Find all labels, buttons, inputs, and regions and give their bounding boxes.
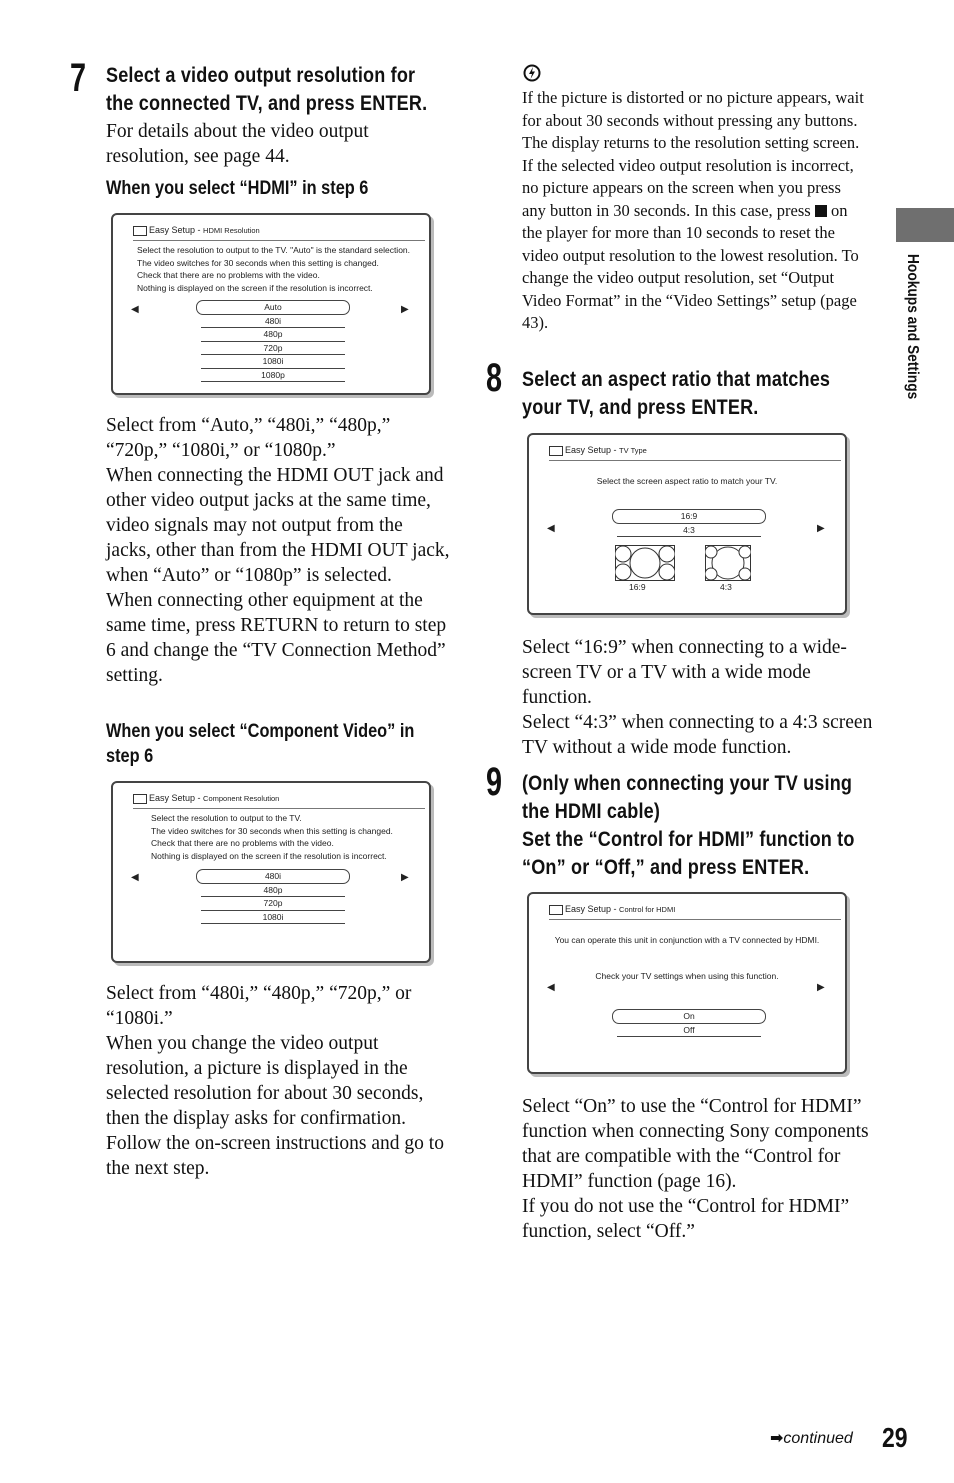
option-720p[interactable]: 720p	[201, 342, 345, 356]
step-8-text-2: Select “4:3” when connecting to a 4:3 screen TV without a wide mode function.	[522, 712, 873, 758]
screen-instruction: Select the screen aspect ratio to match your TV.	[596, 476, 778, 486]
wide-screen-label: 16:9	[629, 582, 646, 592]
option-1080i[interactable]: 1080i	[201, 355, 345, 369]
section-tab-marker	[896, 208, 954, 242]
option-1080p[interactable]: 1080p	[201, 369, 345, 383]
component-note: When you change the video output resolution, a picture is displayed in the selected resolution for about 30 seconds, then the display asks for confirmation. Follow the on-screen instructions and go to the next step.	[106, 1033, 444, 1179]
easy-setup-icon	[549, 446, 563, 456]
hdmi-note-1: When connecting the HDMI OUT jack and other video output jacks at the same time, video signals may not output from the jacks, other than from the HDMI OUT jack, when “Auto” or “1080p” is selected.	[106, 465, 450, 586]
screen-line: The video switches for 30 seconds when this setting is changed.	[151, 825, 393, 836]
screen-title-sub: TV Type	[619, 446, 647, 455]
screen-divider	[133, 240, 425, 241]
screen-divider	[549, 460, 841, 461]
tv-type-screen	[527, 433, 847, 615]
left-arrow-icon[interactable]: ◀	[131, 872, 139, 883]
component-text: Select from “480i,” “480p,” “720p,” or “1080i.”	[106, 983, 412, 1029]
continued-indicator	[770, 1428, 853, 1448]
screen-title	[549, 904, 675, 915]
screen-title-text: Easy Setup -	[149, 225, 201, 235]
step-9-heading	[522, 770, 855, 882]
easy-setup-icon	[549, 905, 563, 915]
option-off[interactable]: Off	[617, 1024, 761, 1038]
tip-p2-after: on the player for more than 10 seconds to reset the video output resolution to the lowest resolution. To change the video output resolution, set “Output Video Format” in the “Video Settings” setup (page 43).	[522, 200, 859, 332]
screen-line: Nothing is displayed on the screen if the resolution is incorrect.	[151, 850, 387, 861]
step-8-number: 8	[486, 356, 503, 400]
option-480p[interactable]: 480p	[201, 328, 345, 342]
left-arrow-icon[interactable]: ◀	[131, 304, 139, 315]
option-on[interactable]: On	[612, 1009, 766, 1024]
option-720p[interactable]: 720p	[201, 897, 345, 911]
right-arrow-icon[interactable]: ▶	[817, 982, 825, 993]
screen-line: Select the resolution to output to the TV. "Auto" is the standard selection.	[137, 245, 411, 255]
screen-line: The video switches for 30 seconds when this setting is changed.	[137, 257, 379, 268]
component-subhead-line2: step 6	[106, 746, 154, 767]
step-8-heading	[522, 366, 830, 422]
screen-title	[133, 225, 260, 236]
tip-icon	[523, 64, 541, 82]
step-7-number: 7	[70, 56, 87, 100]
step-8-description	[522, 635, 874, 760]
step-8-heading-line2: your TV, and press ENTER.	[522, 396, 759, 419]
step-9-text-2: If you do not use the “Control for HDMI” function, select “Off.”	[522, 1196, 850, 1242]
option-1080i[interactable]: 1080i	[201, 911, 345, 925]
step-8-heading-line1: Select an aspect ratio that matches	[522, 368, 831, 391]
step-8-text-1: Select “16:9” when connecting to a wide-screen TV or a TV with a wide mode function.	[522, 637, 847, 708]
screen-title-text: Easy Setup -	[565, 445, 617, 455]
stop-icon	[815, 205, 827, 217]
step-7-intro: For details about the video output resolution, see page 44.	[106, 121, 369, 167]
resolution-options	[193, 300, 353, 382]
component-resolution-screen	[111, 781, 431, 963]
screen-title	[133, 793, 279, 804]
tip-text	[522, 87, 868, 335]
screen-line: Check that there are no problems with the video.	[137, 270, 320, 280]
screen-instructions	[151, 812, 393, 862]
step-9-heading-line1: (Only when connecting your TV using	[522, 772, 853, 795]
component-subhead	[106, 719, 414, 769]
tip-p2-before: If the selected video output resolution is incorrect, no picture appears on the screen when you press any button in 30 seconds. In this case, press	[522, 155, 854, 220]
left-arrow-icon[interactable]: ◀	[547, 982, 555, 993]
easy-setup-icon	[133, 226, 147, 236]
standard-screen-image	[705, 545, 751, 581]
step-7-heading	[106, 62, 427, 118]
tip-paragraph-1: If the picture is distorted or no picture appears, wait for about 30 seconds without pressing any buttons. The display returns to the resolution setting screen.	[522, 88, 864, 152]
hdmi-description	[106, 413, 451, 688]
step-9-heading-line3: Set the “Control for HDMI” function to	[522, 828, 855, 851]
standard-screen-label: 4:3	[720, 582, 732, 592]
aspect-options	[609, 509, 769, 537]
screen-instruction-2: Check your TV settings when using this function.	[595, 971, 779, 981]
screen-line: Nothing is displayed on the screen if the resolution is incorrect.	[137, 282, 373, 293]
step-9-number: 9	[486, 760, 503, 804]
screen-title	[549, 445, 647, 456]
step-9-heading-line2: the HDMI cable)	[522, 800, 661, 823]
section-side-label: Hookups and Settings	[904, 254, 921, 400]
screen-line: Select the resolution to output to the TV.	[151, 813, 302, 823]
hdmi-resolution-screen	[111, 213, 431, 395]
screen-instructions	[137, 244, 410, 294]
hdmi-text: Select from “Auto,” “480i,” “480p,” “720p,” “1080i,” or “1080p.”	[106, 415, 391, 461]
screen-title-text: Easy Setup -	[149, 793, 201, 803]
control-for-hdmi-screen	[527, 892, 847, 1074]
screen-line: Check that there are no problems with the video.	[151, 838, 334, 848]
right-arrow-icon[interactable]: ▶	[401, 304, 409, 315]
control-options	[609, 1009, 769, 1037]
arrow-right-icon: ➡	[770, 1430, 784, 1447]
step-9-heading-line4: “On” or “Off,” and press ENTER.	[522, 856, 810, 879]
option-480i[interactable]: 480i	[196, 869, 350, 884]
resolution-options	[193, 869, 353, 924]
screen-divider	[549, 919, 841, 920]
option-480p[interactable]: 480p	[201, 884, 345, 898]
screen-title-sub: Component Resolution	[203, 794, 280, 803]
wide-screen-image	[615, 545, 675, 581]
right-arrow-icon[interactable]: ▶	[817, 523, 825, 534]
component-description	[106, 981, 451, 1181]
step-7-heading-line2: the connected TV, and press ENTER.	[106, 92, 428, 115]
screen-title-text: Easy Setup -	[565, 904, 617, 914]
tip-paragraph-2	[522, 155, 868, 335]
option-4-3[interactable]: 4:3	[617, 524, 761, 538]
page-number: 29	[882, 1422, 908, 1453]
screen-title-sub: Control for HDMI	[619, 905, 676, 914]
easy-setup-icon	[133, 794, 147, 804]
screen-divider	[133, 808, 425, 809]
screen-instruction-1: You can operate this unit in conjunction with a TV connected by HDMI.	[554, 935, 820, 945]
screen-title-sub: HDMI Resolution	[203, 226, 260, 235]
hdmi-subhead: When you select “HDMI” in step 6	[106, 178, 369, 199]
option-480i[interactable]: 480i	[201, 315, 345, 329]
right-arrow-icon[interactable]: ▶	[401, 872, 409, 883]
step-9-text-1: Select “On” to use the “Control for HDMI” function when connecting Sony components that are compatible with the “Control for HDMI” function (page 16).	[522, 1096, 869, 1192]
component-subhead-line1: When you select “Component Video” in	[106, 721, 415, 742]
continued-text: continued	[783, 1430, 853, 1447]
option-auto[interactable]: Auto	[196, 300, 350, 315]
left-arrow-icon[interactable]: ◀	[547, 523, 555, 534]
hdmi-note-2: When connecting other equipment at the same time, press RETURN to return to step 6 and change the “TV Connection Method” setting.	[106, 590, 447, 686]
step-9-description	[522, 1094, 872, 1244]
step-7-heading-line1: Select a video output resolution for	[106, 64, 416, 87]
option-16-9[interactable]: 16:9	[612, 509, 766, 524]
